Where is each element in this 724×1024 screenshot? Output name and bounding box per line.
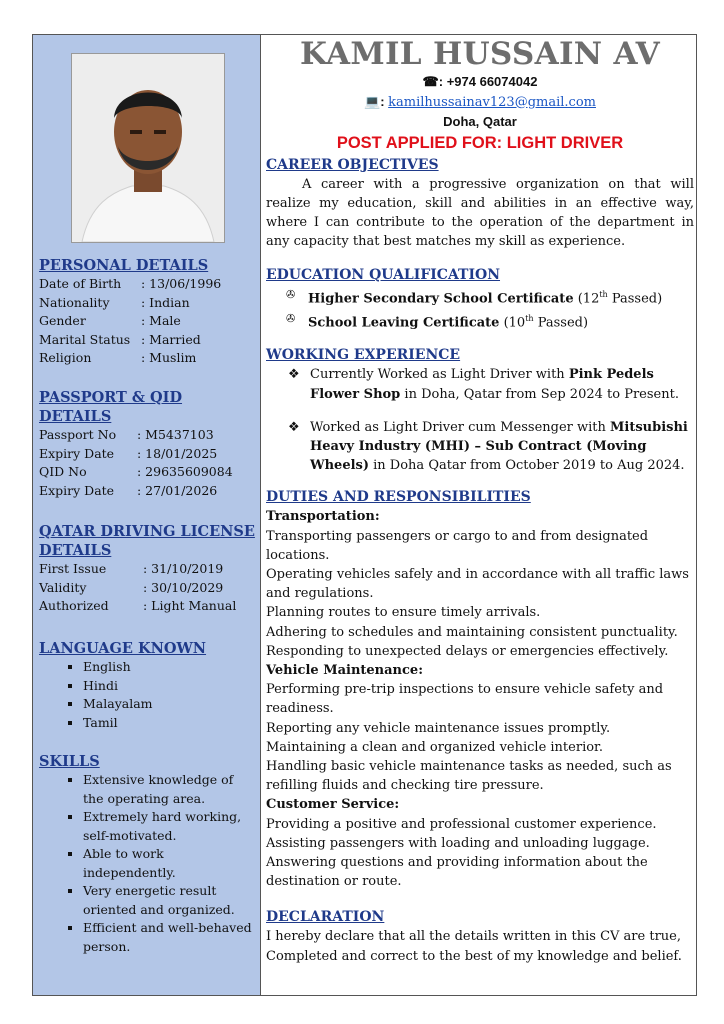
personal-row bbox=[39, 294, 257, 313]
education-title: School Leaving Certificate bbox=[308, 315, 500, 331]
education-item bbox=[308, 309, 694, 333]
passport-row-value: : 27/01/2026 bbox=[137, 482, 218, 498]
personal-row bbox=[39, 349, 257, 368]
profile-photo bbox=[71, 53, 225, 243]
license-row-value: : Light Manual bbox=[143, 598, 237, 613]
personal-row-label: Marital Status bbox=[39, 331, 131, 347]
personal-row bbox=[39, 275, 257, 294]
duty-line: Adhering to schedules and maintaining consistent punctuality. bbox=[266, 624, 678, 640]
education-status: Passed) bbox=[607, 291, 663, 307]
duty-line: Handling basic vehicle maintenance tasks as needed, such as refilling fluids and checking tire pressure. bbox=[266, 759, 672, 794]
license-row-value: : 30/10/2029 bbox=[143, 579, 224, 595]
license-heading: QATAR DRIVING LICENSE bbox=[39, 523, 255, 540]
experience-text: Worked as Light Driver cum Messenger with bbox=[310, 419, 611, 435]
languages-section bbox=[39, 639, 257, 732]
license-row bbox=[39, 597, 257, 616]
computer-icon: 💻 bbox=[364, 93, 381, 109]
education-sup: th bbox=[599, 290, 608, 300]
duties-group bbox=[266, 507, 694, 661]
experience-period: in Doha, Qatar from Sep 2024 to Present. bbox=[400, 386, 679, 402]
main-content bbox=[266, 36, 694, 966]
experience-period: in Doha Qatar from October 2019 to Aug 2024. bbox=[369, 458, 685, 474]
education-grade: (12 bbox=[573, 291, 600, 307]
skills-section bbox=[39, 752, 257, 956]
skill-item: ▪ Very energetic result oriented and organized. bbox=[83, 882, 253, 919]
skill-item: ▪ Extremely hard working, self-motivated. bbox=[83, 808, 253, 845]
license-heading-line2: DETAILS bbox=[39, 542, 112, 559]
duties-group-title: Transportation: bbox=[266, 509, 380, 525]
email-line bbox=[266, 92, 694, 113]
location: Doha, Qatar bbox=[443, 114, 517, 129]
personal-row-value: : Indian bbox=[141, 294, 190, 310]
personal-row-label: Gender bbox=[39, 313, 86, 328]
passport-row bbox=[39, 482, 257, 501]
personal-row bbox=[39, 312, 257, 331]
duties-group bbox=[266, 795, 694, 891]
duty-line: Transporting passengers or cargo to and from designated locations. bbox=[266, 528, 649, 563]
passport-row bbox=[39, 426, 257, 445]
duty-line: Assisting passengers with loading and unloading luggage. bbox=[266, 835, 650, 851]
education-list bbox=[266, 285, 694, 332]
education-item bbox=[308, 285, 694, 309]
duty-line: Providing a positive and professional customer experience. bbox=[266, 816, 657, 832]
duty-line: Performing pre-trip inspections to ensure vehicle safety and readiness. bbox=[266, 682, 664, 717]
skills-heading: SKILLS bbox=[39, 753, 100, 770]
duty-line: Planning routes to ensure timely arrivals. bbox=[266, 605, 541, 621]
language-item: ▪ Hindi bbox=[83, 677, 257, 696]
phone-number: : +974 66074042 bbox=[438, 74, 538, 89]
passport-row-value: : 18/01/2025 bbox=[137, 445, 218, 461]
declaration-text: I hereby declare that all the details written in this CV are true, Completed and correct to the best of my knowledge and belief. bbox=[266, 929, 682, 964]
education-sup: th bbox=[525, 313, 534, 323]
skill-item: ▪ Extensive knowledge of the operating area. bbox=[83, 771, 253, 808]
passport-row bbox=[39, 445, 257, 464]
phone-icon: ☎ bbox=[422, 74, 439, 89]
personal-row-label: Nationality bbox=[39, 294, 110, 310]
personal-row-value: : Married bbox=[141, 331, 201, 347]
duties-group-title: Vehicle Maintenance: bbox=[266, 663, 423, 679]
passport-heading: PASSPORT & QID bbox=[39, 389, 183, 406]
duties-group bbox=[266, 661, 694, 795]
duty-line: Maintaining a clean and organized vehicle interior. bbox=[266, 739, 603, 755]
person-photo-icon bbox=[72, 54, 224, 242]
license-row bbox=[39, 579, 257, 598]
language-item: ▪ Malayalam bbox=[83, 695, 257, 714]
education-grade: (10 bbox=[499, 315, 526, 331]
passport-row-label: Expiry Date bbox=[39, 482, 115, 498]
duties-heading: DUTIES AND RESPONSIBILITIES bbox=[266, 489, 531, 506]
duty-line: Responding to unexpected delays or emergencies effectively. bbox=[266, 643, 669, 659]
passport-row-value: : 29635609084 bbox=[137, 464, 233, 479]
license-row bbox=[39, 560, 257, 579]
license-section bbox=[39, 522, 257, 616]
personal-row bbox=[39, 331, 257, 350]
skills-list bbox=[39, 771, 257, 956]
email-prefix: : bbox=[380, 93, 389, 109]
personal-row-value: : 13/06/1996 bbox=[141, 276, 222, 291]
personal-details-heading: PERSONAL DETAILS bbox=[39, 257, 209, 274]
experience-item bbox=[310, 418, 694, 476]
license-row-value: : 31/10/2019 bbox=[143, 561, 224, 576]
declaration-heading: DECLARATION bbox=[266, 909, 385, 926]
personal-details-section bbox=[39, 256, 257, 368]
duty-line: Answering questions and providing information about the destination or route. bbox=[266, 855, 648, 890]
passport-row-label: Expiry Date bbox=[39, 445, 115, 461]
email-link[interactable]: kamilhussainav123@gmail.com bbox=[388, 94, 596, 110]
languages-heading: LANGUAGE KNOWN bbox=[39, 640, 207, 657]
skill-item: ▪ Able to work independently. bbox=[83, 845, 253, 882]
post-applied: POST APPLIED FOR: LIGHT DRIVER bbox=[336, 133, 624, 152]
language-item: ▪ Tamil bbox=[83, 714, 257, 733]
duties-group-title: Customer Service: bbox=[266, 797, 400, 813]
career-text: A career with a progressive organization on that will realize my education, skill and abilities in an effective way, where I can contribute to the operation of the department in any capacity that best matches my skill as experience. bbox=[266, 176, 694, 250]
passport-row-label: Passport No bbox=[39, 427, 117, 442]
experience-text: Currently Worked as Light Driver with bbox=[310, 367, 569, 383]
license-row-label: Authorized bbox=[39, 598, 109, 613]
passport-heading-line2: DETAILS bbox=[39, 408, 112, 425]
education-title: Higher Secondary School Certificate bbox=[308, 291, 574, 307]
experience-heading: WORKING EXPERIENCE bbox=[266, 347, 461, 364]
passport-row-label: QID No bbox=[39, 464, 87, 479]
experience-employer: Pink Pedels Flower Shop bbox=[310, 367, 654, 402]
languages-list bbox=[39, 658, 257, 732]
passport-section bbox=[39, 388, 257, 500]
personal-row-label: Date of Birth bbox=[39, 276, 122, 291]
passport-row bbox=[39, 463, 257, 482]
experience-list bbox=[266, 365, 694, 475]
personal-row-value: : Muslim bbox=[141, 350, 197, 365]
career-heading: CAREER OBJECTIVES bbox=[266, 156, 439, 173]
education-heading: EDUCATION QUALIFICATION bbox=[266, 267, 501, 284]
personal-row-label: Religion bbox=[39, 350, 92, 365]
skill-item: ▪ Efficient and well-behaved person. bbox=[83, 919, 253, 956]
sidebar bbox=[33, 35, 261, 995]
experience-employer: Mitsubishi Heavy Industry (MHI) – Sub Contract (Moving Wheels) bbox=[310, 419, 688, 474]
candidate-name: KAMIL HUSSAIN AV bbox=[300, 36, 660, 72]
phone-line bbox=[266, 72, 694, 92]
license-row-label: First Issue bbox=[39, 561, 107, 576]
education-status: Passed) bbox=[533, 315, 589, 331]
personal-row-value: : Male bbox=[141, 313, 181, 328]
duty-line: Reporting any vehicle maintenance issues promptly. bbox=[266, 720, 611, 736]
license-row-label: Validity bbox=[39, 579, 87, 595]
experience-item bbox=[310, 365, 694, 403]
language-item: ▪ English bbox=[83, 658, 257, 677]
duty-line: Operating vehicles safely and in accordance with all traffic laws and regulations. bbox=[266, 567, 689, 602]
passport-row-value: : M5437103 bbox=[137, 427, 214, 442]
